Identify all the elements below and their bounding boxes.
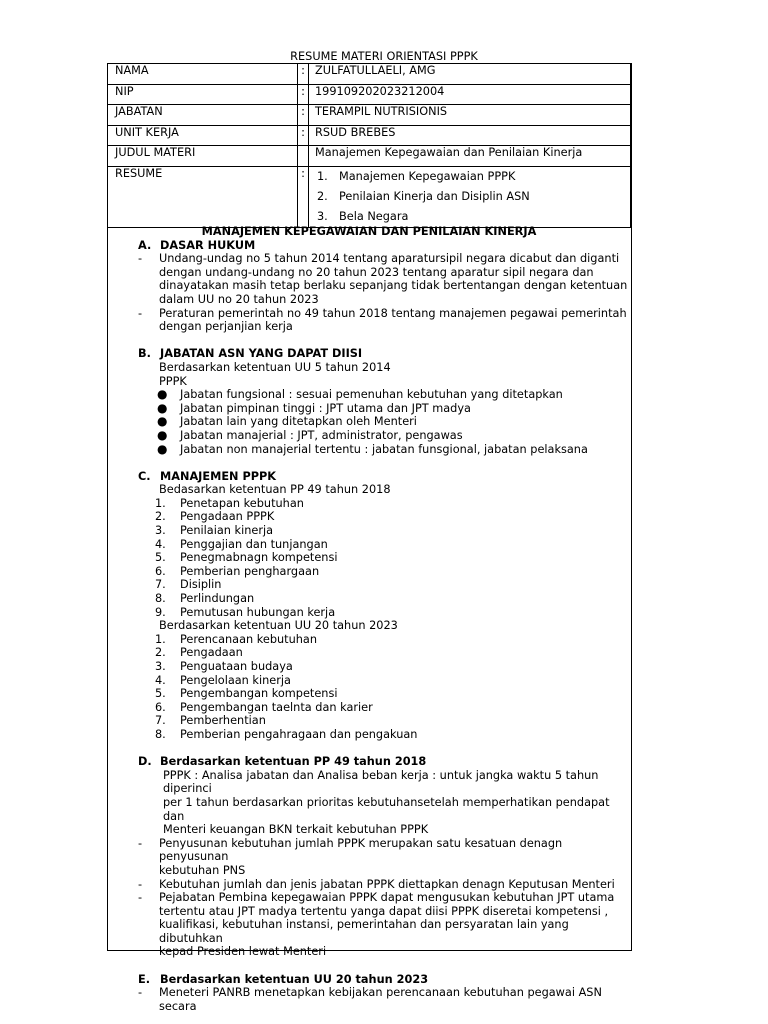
info-row-resume: [108, 166, 631, 227]
section-c-intro-2: Berdasarkan ketentuan UU 20 tahun 2023: [159, 619, 398, 633]
section-d-title: D. Berdasarkan ketentuan PP 49 tahun 2018: [138, 755, 427, 769]
list-number: 3.: [155, 524, 166, 538]
info-row-judul-materi: [108, 146, 631, 167]
separator: :: [298, 125, 309, 146]
list-item: - Kebutuhan jumlah dan jenis jabatan PPPK diettapkan denagn Keputusan Menteri: [138, 877, 615, 891]
separator: :: [298, 166, 309, 227]
list-number: 4.: [155, 673, 166, 687]
list-item: 7. Disiplin: [155, 578, 222, 592]
list-number: 4.: [155, 537, 166, 551]
bullet-icon: ●: [157, 441, 168, 456]
separator: :: [298, 84, 309, 105]
bullet-icon: ●: [157, 400, 168, 415]
bullet-icon: ●: [157, 387, 168, 402]
list-number: 1.: [155, 496, 166, 510]
list-number: 3.: [155, 660, 166, 673]
bullet-icon: ●: [157, 414, 168, 429]
list-item: 5. Penegmabnagn kompetensi: [155, 551, 338, 565]
list-item: 7. Pemberhentian: [155, 714, 266, 728]
label-jabatan: JABATAN: [108, 105, 298, 126]
list-item: ● Jabatan lain yang ditetapkan oleh Menteri: [157, 414, 417, 429]
section-b-title: B. JABATAN ASN YANG DAPAT DIISI: [138, 347, 363, 361]
info-row-nip: [108, 84, 631, 105]
list-item: 6. Pemberian penghargaan: [155, 564, 320, 578]
list-item: ● Jabatan manajerial : JPT, administrator, pengawas: [157, 427, 463, 442]
list-number: 6.: [155, 700, 166, 714]
list-number: 2.: [155, 510, 166, 524]
list-number: 7.: [155, 578, 166, 592]
section-d-intro: PPPK : Analisa jabatan dan Analisa beban kerja : untuk jangka waktu 5 tahun diperinci per 1 tahun berdasarkan prioritas kebutuhansetelah memperhatikan pendapat dan Menteri keuangan BKN terkait kebutuhan PPPK: [163, 768, 610, 837]
section-a-title: A. DASAR HUKUM: [138, 238, 256, 252]
resume-list-cell: [309, 166, 631, 227]
list-item: 3. Bela Negara: [317, 209, 409, 223]
bullet-icon: ●: [157, 427, 168, 442]
list-number: 8.: [155, 727, 166, 741]
list-item: 3. Penilaian kinerja: [155, 524, 274, 538]
list-item: 1. Perencanaan kebutuhan: [155, 632, 318, 646]
section-c-intro-1: Bedasarkan ketentuan PP 49 tahun 2018: [159, 483, 391, 497]
list-item: - Penyusunan kebutuhan jumlah PPPK merupakan satu kesatuan denagn penyusunan kebutuhan PNS: [138, 836, 563, 877]
list-number: 8.: [155, 592, 166, 606]
list-item: 1. Manajemen Kepegawaian PPPK: [317, 169, 516, 183]
list-number: 5.: [155, 551, 166, 565]
section-heading: MANAJEMEN KEPEGAWAIAN DAN PENILAIAN KINERJA: [201, 225, 537, 238]
label-judul-materi: JUDUL MATERI: [108, 146, 298, 167]
list-number: 5.: [155, 687, 166, 701]
list-item: 2. Pengadaan PPPK: [155, 510, 275, 524]
resume-list: [309, 167, 630, 227]
info-row-nama: [108, 64, 631, 85]
separator: [298, 146, 309, 167]
label-resume: RESUME: [108, 166, 298, 227]
list-item: 4. Pengelolaan kinerja: [155, 673, 291, 687]
list-item: - Peraturan pemerintah no 49 tahun 2018 tentang manajemen pegawai pemerintah dengan perjanjian kerja: [138, 306, 627, 334]
value-nama: ZULFATULLAELI, AMG: [309, 64, 631, 85]
value-jabatan: TERAMPIL NUTRISIONIS: [309, 105, 631, 126]
list-number: 2.: [155, 646, 166, 660]
list-item: 4. Penggajian dan tunjangan: [155, 537, 328, 551]
list-item: - Undang-undag no 5 tahun 2014 tentang aparatursipil negara dicabut dan diganti dengan undang-undang no 20 tahun 2023 tentang aparatur sipil negara dan dinayatakan masih tetap berlaku sepanjang tidak bertentangan dengan ketentuan dalam UU no 20 tahun 2023: [138, 252, 628, 306]
section-e-title: E. Berdasarkan ketentuan UU 20 tahun 2023: [138, 972, 429, 986]
info-table: [107, 63, 631, 228]
section-b-subject: PPPK: [159, 374, 187, 388]
list-number: 1.: [155, 632, 166, 646]
label-nip: NIP: [108, 84, 298, 105]
value-unit-kerja: RSUD BREBES: [309, 125, 631, 146]
list-item: 1. Penetapan kebutuhan: [155, 496, 304, 510]
info-row-unit-kerja: [108, 125, 631, 146]
list-item: 6. Pengembangan taelnta dan karier: [155, 700, 373, 714]
list-item: ● Jabatan fungsional : sesuai pemenuhan kebutuhan yang ditetapkan: [157, 387, 563, 402]
separator: :: [298, 105, 309, 126]
label-nama: NAMA: [108, 64, 298, 85]
separator: :: [298, 64, 309, 85]
list-item: 9. Pemutusan hubungan kerja: [155, 605, 336, 619]
list-item: 3. Penguataan budaya: [155, 660, 293, 673]
section-c-title: C. MANAJEMEN PPPK: [138, 469, 277, 483]
list-item: ● Jabatan non manajerial tertentu : jabatan funsgional, jabatan pelaksana: [157, 441, 588, 456]
list-item: 8. Perlindungan: [155, 592, 255, 606]
list-number: 7.: [155, 714, 166, 728]
list-item: 2. Penilaian Kinerja dan Disiplin ASN: [317, 189, 530, 203]
list-item: 2. Pengadaan: [155, 646, 243, 660]
list-item: - Pejabatan Pembina kepegawaian PPPK dapat mengusukan kebutuhan JPT utama tertentu atau JPT madya tertentu yanga dapat diisi PPPK diseretai kompetensi , kualifikasi, kebutuhan instansi, pemerintahan dan persyaratan lain yang dibutuhkan kepad Presiden lewat Menteri: [138, 891, 615, 959]
document-title: RESUME MATERI ORIENTASI PPPK: [290, 50, 478, 63]
list-number: 9.: [155, 605, 166, 619]
list-item: 5. Pengembangan kompetensi: [155, 687, 338, 701]
value-judul-materi: Manajemen Kepegawaian dan Penilaian Kinerja: [309, 146, 631, 167]
section-b-intro: Berdasarkan ketentuan UU 5 tahun 2014: [159, 360, 391, 374]
list-item: - Meneteri PANRB menetapkan kebijakan perencanaan kebutuhan pegawai ASN secara: [138, 986, 602, 1013]
info-row-jabatan: [108, 105, 631, 126]
resume-body: [107, 225, 631, 1013]
list-number: 6.: [155, 564, 166, 578]
list-item: ● Jabatan pimpinan tinggi : JPT utama dan JPT madya: [157, 400, 471, 415]
list-item: 8. Pemberian pengahragaan dan pengakuan: [155, 727, 418, 741]
label-unit-kerja: UNIT KERJA: [108, 125, 298, 146]
value-nip: 199109202023212004: [309, 84, 631, 105]
